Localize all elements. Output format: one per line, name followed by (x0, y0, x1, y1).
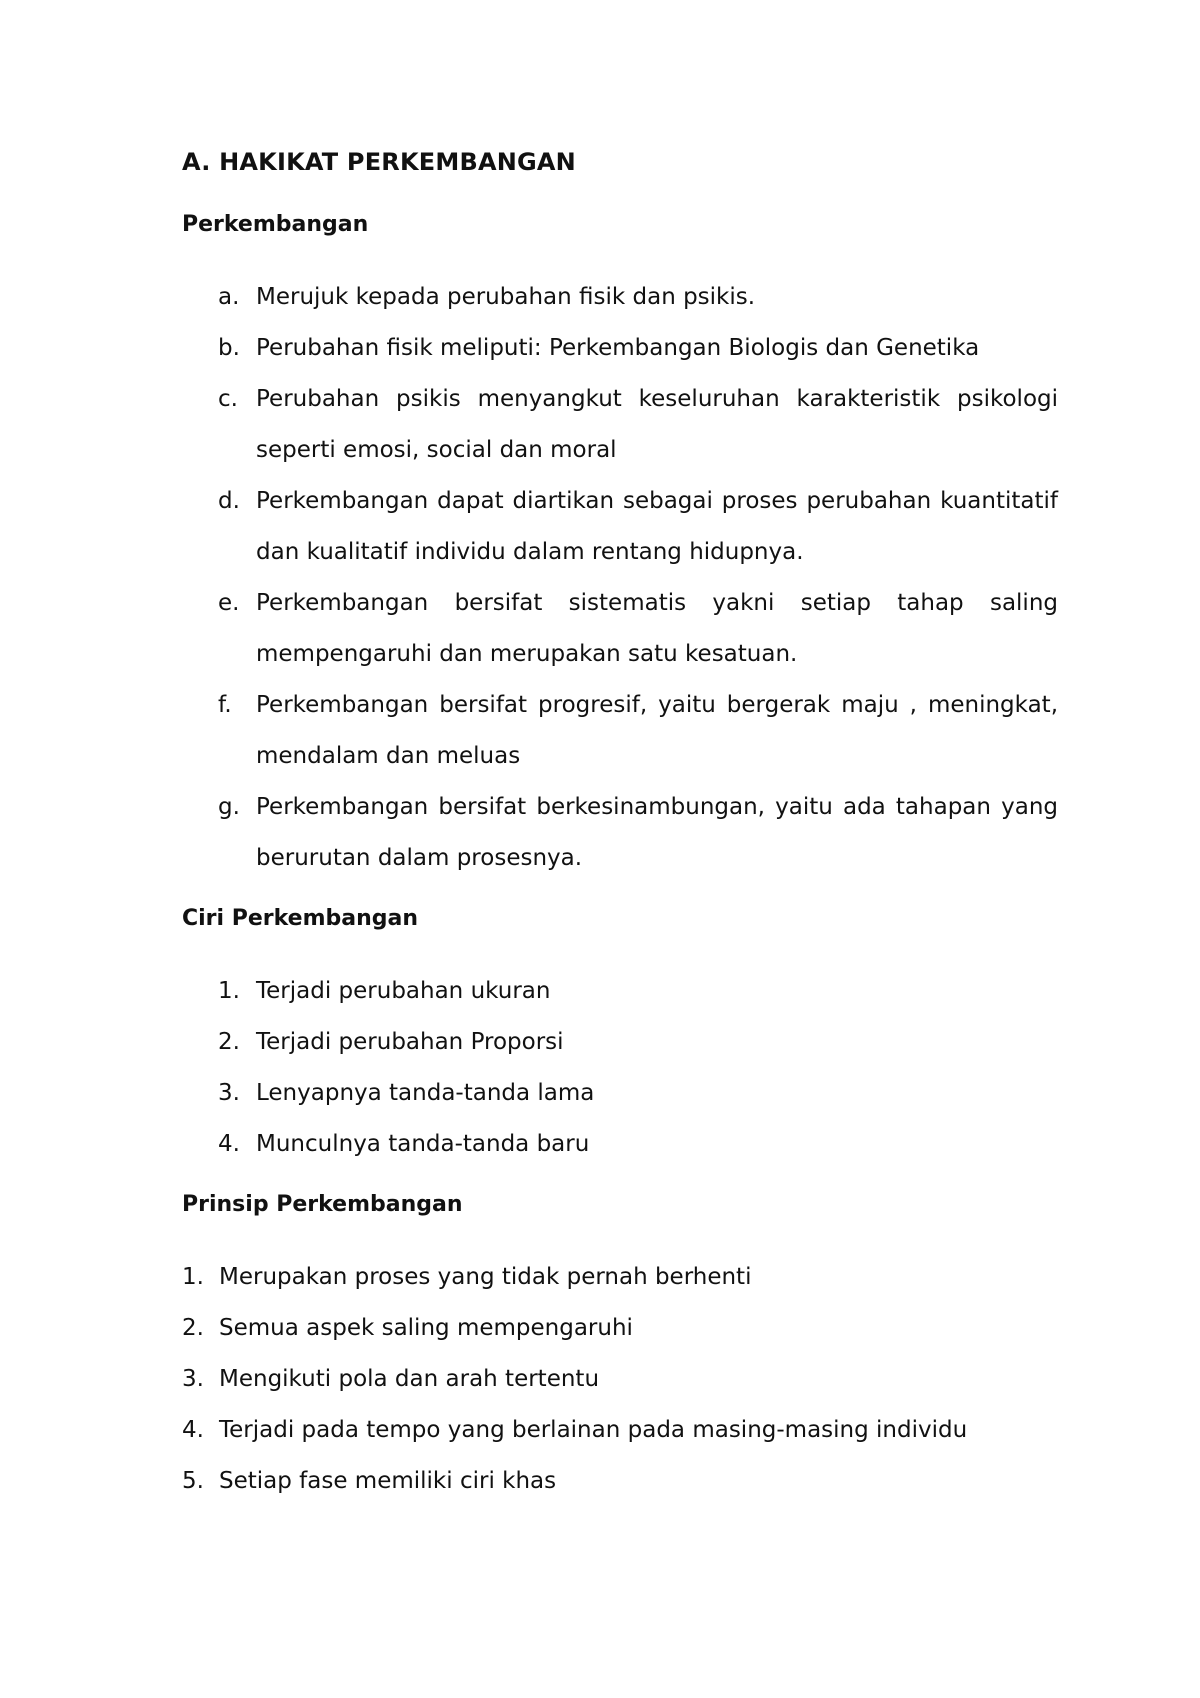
list-item-text: Perkembangan bersifat berkesinambungan, yaitu ada tahapan yang (256, 794, 1058, 820)
list-item-text: Terjadi perubahan Proporsi (256, 1029, 564, 1055)
list-marker: 4. (182, 1417, 204, 1443)
heading-prinsip-perkembangan: Prinsip Perkembangan (182, 1192, 463, 1217)
list-item-text: Setiap fase memiliki ciri khas (219, 1468, 557, 1494)
list-item-text: Merujuk kepada perubahan fisik dan psikis. (256, 284, 756, 310)
list-item-text: dan kualitatif individu dalam rentang hidupnya. (256, 539, 804, 565)
list-marker: e. (218, 590, 240, 616)
list-item-text: Terjadi perubahan ukuran (256, 978, 551, 1004)
list-marker: d. (218, 488, 240, 514)
list-item-text: Semua aspek saling mempengaruhi (219, 1315, 633, 1341)
list-marker: 4. (218, 1131, 240, 1157)
list-marker: c. (218, 386, 238, 412)
list-item-text: Merupakan proses yang tidak pernah berhenti (219, 1264, 752, 1290)
list-marker: a. (218, 284, 240, 310)
list-item-text: Mengikuti pola dan arah tertentu (219, 1366, 600, 1392)
list-marker: 3. (218, 1080, 240, 1106)
list-marker: 1. (182, 1264, 204, 1290)
heading-ciri-perkembangan: Ciri Perkembangan (182, 906, 419, 931)
list-item-text: mendalam dan meluas (256, 743, 521, 769)
list-marker: 5. (182, 1468, 204, 1494)
list-marker: 2. (182, 1315, 204, 1341)
list-item-text: Perkembangan dapat diartikan sebagai proses perubahan kuantitatif (256, 488, 1058, 514)
list-item-text: seperti emosi, social dan moral (256, 437, 617, 463)
list-marker: 1. (218, 978, 240, 1004)
list-item-text: Terjadi pada tempo yang berlainan pada masing-masing individu (219, 1417, 968, 1443)
heading-perkembangan: Perkembangan (182, 212, 369, 237)
list-marker: b. (218, 335, 240, 361)
list-marker: 2. (218, 1029, 240, 1055)
list-marker: f. (218, 692, 232, 718)
list-item-text: Perubahan psikis menyangkut keseluruhan karakteristik psikologi (256, 386, 1058, 412)
list-item-text: Perkembangan bersifat sistematis yakni setiap tahap saling (256, 590, 1058, 616)
list-item-text: berurutan dalam prosesnya. (256, 845, 583, 871)
list-marker: g. (218, 794, 240, 820)
list-item-text: mempengaruhi dan merupakan satu kesatuan. (256, 641, 798, 667)
list-item-text: Munculnya tanda-tanda baru (256, 1131, 590, 1157)
list-marker: 3. (182, 1366, 204, 1392)
section-title: A. HAKIKAT PERKEMBANGAN (182, 148, 576, 176)
list-item-text: Perkembangan bersifat progresif, yaitu bergerak maju , meningkat, (256, 692, 1058, 718)
list-item-text: Lenyapnya tanda-tanda lama (256, 1080, 595, 1106)
list-item-text: Perubahan fisik meliputi: Perkembangan Biologis dan Genetika (256, 335, 980, 361)
